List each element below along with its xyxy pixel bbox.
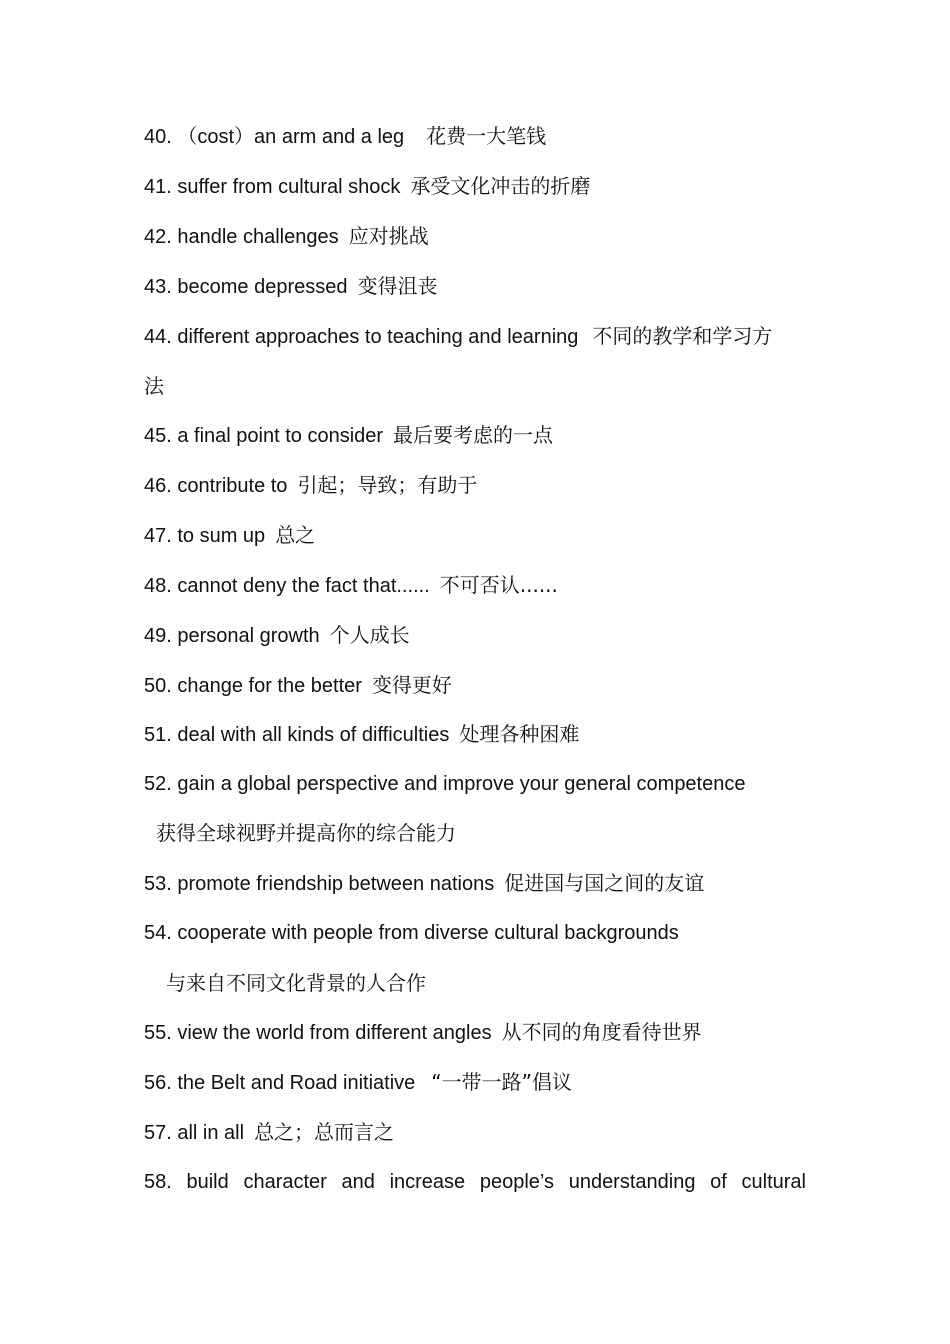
entry-english: 48. cannot deny the fact that......: [144, 575, 430, 597]
entry-english: 57. all in all: [144, 1122, 245, 1144]
vocab-entry-47: [144, 520, 806, 550]
vocab-entry-56: [144, 1067, 806, 1097]
entry-chinese-continued: 法: [144, 374, 164, 398]
vocab-entry-58: [144, 1167, 806, 1197]
vocab-entry-54-continued: [166, 968, 828, 998]
entry-chinese: 最后要考虑的一点: [393, 423, 554, 447]
entry-english: 56. the Belt and Road initiative: [144, 1072, 416, 1094]
entry-chinese: 个人成长: [329, 623, 410, 647]
vocab-entry-53: [144, 868, 806, 898]
entry-chinese: 引起；导致；有助于: [297, 473, 478, 497]
entry-english: 51. deal with all kinds of difficulties: [144, 724, 450, 746]
vocab-entry-54: [144, 918, 806, 948]
vocab-entry-48: [144, 570, 806, 600]
entry-english: 45. a final point to consider: [144, 425, 384, 447]
entry-english: 50. change for the better: [144, 675, 362, 697]
entry-english: 43. become depressed: [144, 276, 348, 298]
vocab-entry-46: [144, 470, 806, 500]
entry-chinese: 应对挑战: [348, 224, 429, 248]
entry-english: 53. promote friendship between nations: [144, 873, 495, 895]
vocab-entry-57: [144, 1117, 806, 1147]
vocab-entry-44-continued: [144, 371, 806, 401]
entry-english: 52. gain a global perspective and improve your general competence: [144, 773, 746, 795]
entry-chinese-continued: 与来自不同文化背景的人合作: [166, 971, 426, 995]
entry-english: 40. （cost）an arm and a leg: [144, 126, 405, 148]
vocab-entry-55: [144, 1017, 806, 1047]
entry-english: 55. view the world from different angles: [144, 1022, 492, 1044]
entry-english: 58. build character and increase people’s understanding of cultural: [144, 1171, 806, 1193]
vocab-entry-44: [144, 321, 806, 351]
vocab-entry-49: [144, 620, 806, 650]
entry-chinese-continued: 获得全球视野并提高你的综合能力: [156, 821, 456, 845]
entry-chinese: 处理各种困难: [459, 722, 580, 746]
entry-chinese: 从不同的角度看待世界: [501, 1020, 702, 1044]
entry-english: 44. different approaches to teaching and learning: [144, 326, 579, 348]
vocab-entry-40: [144, 121, 806, 151]
entry-chinese: “一带一路”倡议: [431, 1070, 573, 1094]
vocab-entry-45: [144, 420, 806, 450]
entry-chinese: 不可否认......: [439, 573, 558, 597]
entry-english: 49. personal growth: [144, 625, 320, 647]
entry-chinese: 促进国与国之间的友谊: [504, 871, 705, 895]
entry-chinese: 变得沮丧: [357, 274, 438, 298]
entry-chinese: 花费一大笔钱: [426, 124, 547, 148]
entry-english: 46. contribute to: [144, 475, 288, 497]
vocab-entry-52-continued: [156, 818, 818, 848]
entry-english: 42. handle challenges: [144, 226, 339, 248]
entry-chinese: 不同的教学和学习方: [592, 324, 773, 348]
entry-chinese: 总之: [275, 523, 316, 547]
entry-english: 41. suffer from cultural shock: [144, 176, 401, 198]
entry-chinese: 承受文化冲击的折磨: [410, 174, 591, 198]
entry-chinese: 变得更好: [371, 673, 452, 697]
entry-chinese: 总之；总而言之: [254, 1120, 395, 1144]
entry-english: 47. to sum up: [144, 525, 266, 547]
vocab-entry-50: [144, 670, 806, 700]
vocab-entry-51: [144, 719, 806, 749]
vocab-entry-52: [144, 769, 806, 799]
vocab-entry-43: [144, 271, 806, 301]
vocab-entry-41: [144, 171, 806, 201]
entry-english: 54. cooperate with people from diverse cultural backgrounds: [144, 922, 679, 944]
vocab-entry-42: [144, 221, 806, 251]
